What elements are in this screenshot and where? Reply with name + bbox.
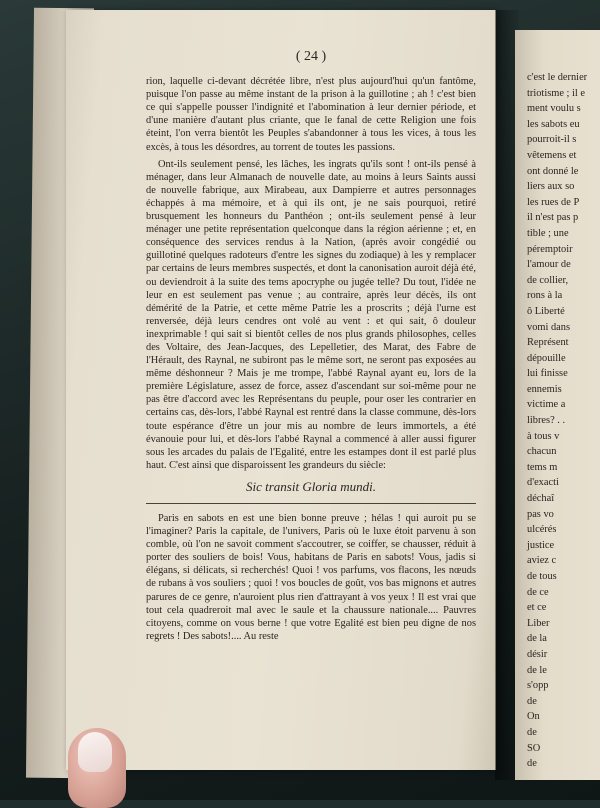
facing-page-line: l'amour de [527, 259, 571, 271]
facing-page-line: victime a [527, 399, 566, 411]
facing-page-line: On [527, 711, 540, 723]
facing-page-text [527, 70, 600, 772]
facing-page-line: tible ; une [527, 227, 569, 239]
paragraph-2: Ont-ils seulement pensé, les lâches, les ingrats qu'ils sont ! ont-ils pensé à ménager, dans leur Almanach de nouvelle date, au moins à leurs Saints aussi de nouvelle fabrique, aux Mirabeau, aux Dampierre et autres personnages échappés à ma mémoire, et à qui ils ont, je ne sais pourquoi, retiré brusquement les honneurs du Panthéon ; ont-ils seulement pensé à leur ménager une petite représentation quelconque dans la région aérienne ; et, en conséquence des services rendus à la Nation, (après avoir congédié ou guillotiné quelques radoteurs d'entre les signes du zodiaque) à les y remplacer par certains de leurs membres suspectés, et dont la canonisation auroit déjà été, ou deviendroit à la suite des tems apocryphe ou jugée telle? Du tout, l'idée ne leur en est seulement pas venue ; au contraire, après leur décès, ils ont démérité de la Patrie, et cette même Patrie les a proscrits ; déjà l'urne est renversée, déjà leurs cendres ont volé au vent : et qui sait, ô douleur inexprimable ! qui sait si bientôt celles de nos plus grands philosophes, celles des Voltaire, des Jean-Jacques, des Lepelletier, des Marat, des Fabre de l'Hérault, des Raynal, ne subiront pas le même sort, ne seront pas exposées au même déshonneur ? Mais je me trompe, l'abbé Raynal ayant eu, lors de la première Législature, assez de force, assez d'ascendant sur soi-même pour ne pas être d'accord avec les Représentans du peuple, pour oser les contrarier en certains cas, dès-lors, l'abbé Raynal est rentré dans la classe commune, dès-lors toute espérance d'être un jour mis au nombre de leurs immortels, a été évanouie pour lui, et dès-lors l'abbé Raynal a commencé à aller aussi figurer sous les arcades du palais de l'Egalité, entre les estampes dont il est parlé plus haut. C'est ainsi que disparoissent les grandeurs du siècle: [146, 158, 476, 471]
facing-page-line: à tous v [527, 430, 560, 442]
facing-page-line: vomi dans [527, 321, 571, 333]
facing-page-line: s'opp [527, 680, 549, 692]
facing-page-line: pourroit-il s [527, 134, 577, 146]
facing-page-line: c'est le dernier [527, 72, 588, 83]
facing-page-line: aviez c [527, 555, 557, 567]
facing-page-line: désir [527, 648, 548, 660]
facing-page-line: d'exacti [527, 477, 559, 489]
facing-page-line: de [527, 758, 537, 770]
facing-page-line: pas vo [527, 508, 554, 520]
facing-page-line: de [527, 726, 537, 738]
facing-page-line: les sabots eu [527, 118, 580, 130]
facing-page-line: liers aux so [527, 181, 575, 193]
facing-page-line: ont donné le [527, 165, 579, 177]
facing-page-line: Représent [527, 337, 569, 349]
facing-page-line: dépouille [527, 352, 566, 364]
facing-page-line: déchaî [527, 493, 555, 505]
latin-motto: Sic transit Gloria mundi. [245, 478, 376, 494]
book-page-left [66, 10, 496, 770]
facing-page-line: de ce [527, 586, 549, 598]
facing-page-line: il n'est pas p [527, 212, 579, 224]
facing-page-line: ulcérés [527, 524, 557, 536]
facing-page-line: tems m [527, 461, 558, 473]
facing-page-line: vêtemens et [527, 149, 577, 161]
thumbnail-nail [78, 732, 112, 772]
section-rule [146, 503, 476, 504]
facing-page-line: triotisme ; il e [527, 87, 586, 99]
facing-page-line: lui finisse [527, 368, 568, 380]
paragraph-3: Paris en sabots en est une bien bonne preuve ; hélas ! qui auroit pu se l'imaginer? Paris la capitale, de l'univers, Paris où le luxe étoit parvenu à son comble, où l'on ne savoit comment s'accoutrer, se coiffer, se chausser, réduit à porter des souliers de bois! Vous, habitans de Paris en sabots! Vous, jadis si élégans, si délicats, si recherchés! Quoi ! vos parfums, vos flacons, les nœuds de rubans à vos souliers ; quoi ! vos boucles de goût, vos bas mignons et autres parures de ce genre, n'auroient plus rien d'attrayant à vos yeux ! Il est vrai que tout cela quadreroit mal avec le saule et la chaussure nationale.... Pauvres citoyens, comme on vous berne ! que votre Egalité est bien peu digne de nos regrets ! Des sabots!.... Au reste [146, 513, 476, 642]
facing-page-line: et ce [527, 602, 547, 614]
facing-page-line: SO [527, 742, 541, 754]
facing-page-line: de [527, 695, 537, 707]
facing-page-line: péremptoir [527, 243, 573, 255]
facing-page-line: chacun [527, 446, 557, 458]
paragraph-1: rion, laquelle ci-devant décrétée libre, n'est plus aujourd'hui qu'un fantôme, puisque l'on passe au même instant de la prison à la guillotine ; ah ! c'est bien ce qui s'appelle pousser l'indignité et l'abomination à leur dernier période, et d'une manière d'autant plus criante, que le fanal de cette Religion une fois éteint, l'on verra bientôt les Peuples s'abandonner à tous les vices, à tous les excès, à tous les désordres, au torrent de toutes les passions. [146, 76, 476, 153]
page-number: ( 24 ) [295, 49, 327, 64]
facing-page-line: rons à la [527, 290, 563, 302]
facing-page-line: Liber [527, 617, 550, 629]
facing-page-line: de collier, [527, 274, 569, 286]
facing-page-line: justice [527, 539, 555, 551]
facing-page-line: les rues de P [527, 196, 580, 208]
facing-page-line: de tous [527, 571, 557, 582]
facing-page-line: ment voulu s [527, 103, 581, 115]
facing-page-line: ennemis [527, 383, 562, 395]
facing-page-line: ô Liberté [527, 305, 565, 317]
facing-page-line: de le [527, 664, 547, 676]
page-text-block [146, 50, 476, 647]
facing-page-line: de la [527, 633, 547, 645]
book-page-right [515, 30, 600, 780]
facing-page-line: libres? . . [527, 415, 566, 427]
